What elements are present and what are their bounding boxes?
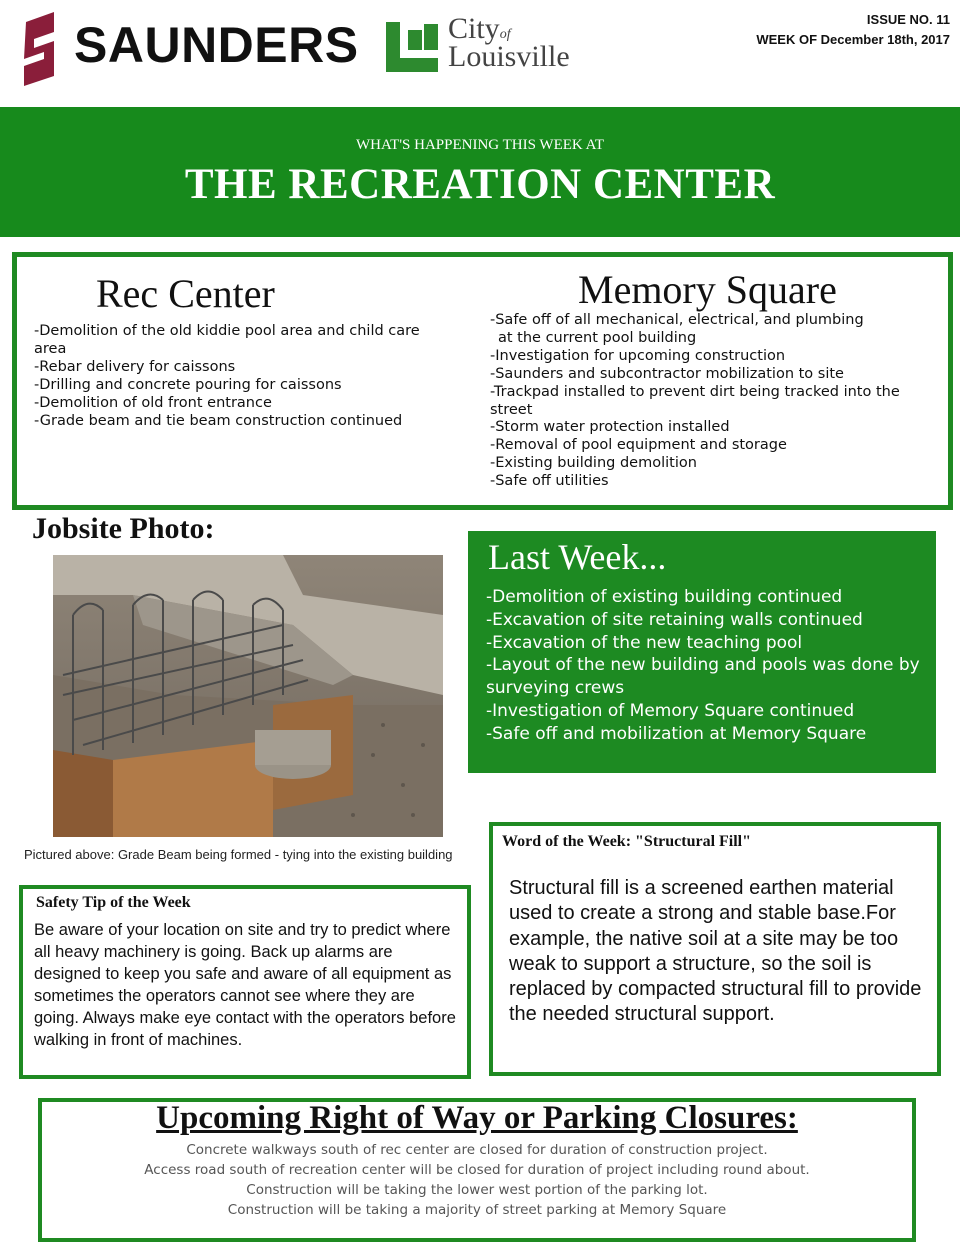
word-of-week-heading: Word of the Week: "Structural Fill" <box>502 833 752 850</box>
issue-week: WEEK OF December 18th, 2017 <box>756 32 950 47</box>
list-item: at the current pool building <box>498 329 697 346</box>
list-item: -Existing building demolition <box>490 455 697 472</box>
memory-square-list <box>490 312 940 491</box>
list-item: -Saunders and subcontractor mobilization to site <box>490 365 844 382</box>
city-of-word: of <box>499 27 511 42</box>
list-item: -Safe off of all mechanical, electrical, and plumbing <box>490 312 864 328</box>
list-item: -Excavation of the new teaching pool <box>486 632 803 653</box>
safety-tip-heading: Safety Tip of the Week <box>36 894 191 911</box>
list-item: -Drilling and concrete pouring for caissons <box>34 377 342 393</box>
list-item: -Investigation of Memory Square continued <box>486 700 855 721</box>
list-item: Construction will be taking a majority of street parking at Memory Square <box>227 1202 727 1218</box>
photo-caption: Pictured above: Grade Beam being formed - tying into the existing building <box>24 847 453 862</box>
company-name: SAUNDERS <box>74 17 359 73</box>
banner-title: THE RECREATION CENTER <box>184 161 776 208</box>
city-name <box>448 14 570 72</box>
issue-number: ISSUE NO. 11 <box>866 12 950 27</box>
banner-subtitle: WHAT'S HAPPENING THIS WEEK AT <box>356 137 604 153</box>
list-item: -Demolition of the old kiddie pool area and child care area <box>34 323 420 357</box>
list-item: -Trackpad installed to prevent dirt being tracked into the street <box>490 383 900 418</box>
list-item: Concrete walkways south of rec center are closed for duration of construction project. <box>186 1142 768 1158</box>
last-week-heading: Last Week... <box>488 537 667 577</box>
jobsite-photo-heading: Jobsite Photo: <box>32 512 215 545</box>
jobsite-photo <box>53 555 443 837</box>
list-item: Access road south of recreation center will be closed for duration of project including round about. <box>144 1162 810 1178</box>
last-week-list <box>486 586 926 746</box>
memory-square-heading: Memory Square <box>578 267 837 312</box>
city-louisville-logo-icon <box>386 22 438 72</box>
list-item: Construction will be taking the lower west portion of the parking lot. <box>246 1182 708 1198</box>
list-item: -Demolition of old front entrance <box>34 395 272 411</box>
word-of-week-text: Structural fill is a screened earthen material used to create a strong and stable base.For example, the native soil at a site may be too weak to support a structure, so the soil is replaced by compacted structural fill to provide the needed structural support. <box>509 877 922 1026</box>
list-item: -Rebar delivery for caissons <box>34 359 236 375</box>
safety-tip-text: Be aware of your location on site and try to predict where all heavy machinery is going. Back up alarms are designed to keep you safe and aware of all equipment as sometimes the operators cannot see where they are going. Always make eye contact with the operators before walking in front of machines. <box>34 921 456 1049</box>
saunders-logo-icon <box>20 12 58 86</box>
list-item: -Safe off and mobilization at Memory Square <box>486 723 867 744</box>
list-item: -Storm water protection installed <box>490 419 730 436</box>
list-item: -Safe off utilities <box>490 473 609 490</box>
city-word: City <box>448 12 500 45</box>
list-item: -Excavation of site retaining walls continued <box>486 609 863 630</box>
closures-heading: Upcoming Right of Way or Parking Closures: <box>156 1100 798 1136</box>
rec-center-heading: Rec Center <box>96 271 275 316</box>
list-item: -Removal of pool equipment and storage <box>490 437 787 454</box>
city-louisville-word: Louisville <box>448 40 570 73</box>
issue-info <box>756 10 950 50</box>
list-item: -Grade beam and tie beam construction continued <box>34 413 403 429</box>
closures-list <box>38 1140 916 1220</box>
rec-center-list <box>34 322 454 430</box>
list-item: -Investigation for upcoming construction <box>490 347 786 364</box>
list-item: -Demolition of existing building continued <box>486 587 843 607</box>
list-item: -Layout of the new building and pools was done by surveying crews <box>486 655 920 699</box>
